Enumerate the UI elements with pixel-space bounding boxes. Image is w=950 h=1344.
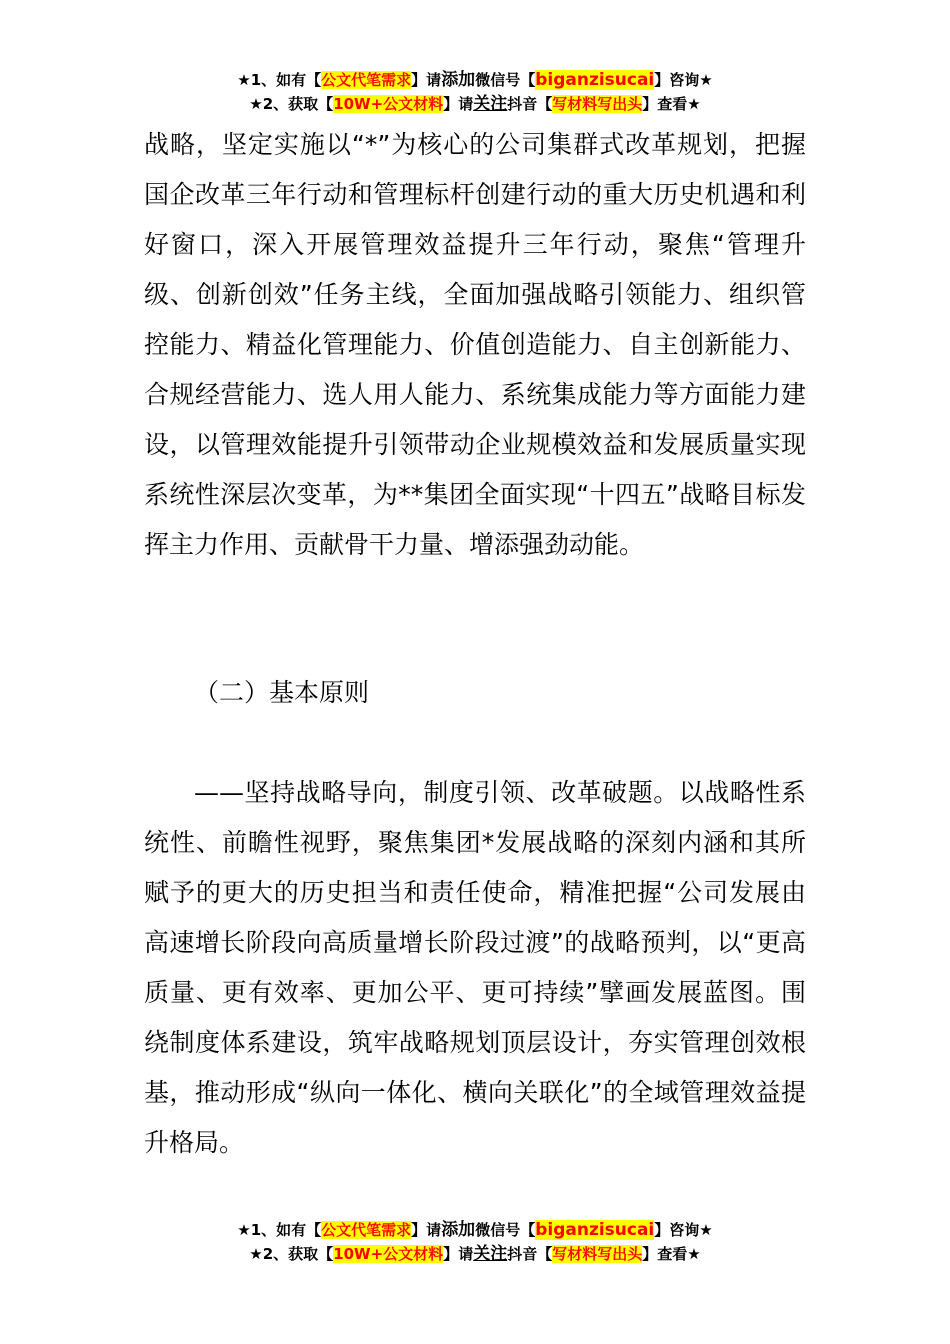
banner-text: 】请	[443, 95, 474, 113]
highlight-service: 公文代笔需求	[321, 71, 412, 89]
section-heading: （二）基本原则	[194, 678, 370, 707]
banner-text: 】查看★	[642, 1245, 701, 1263]
banner-text: 微信号【	[475, 1221, 536, 1239]
highlight-materials: 10W+公文材料	[333, 95, 444, 113]
highlight-wechat-id: biganzisucai	[535, 70, 655, 90]
banner-text: 抖音【	[507, 95, 553, 113]
banner-emphasis: 添加	[441, 70, 476, 90]
footer-banner	[0, 1218, 950, 1266]
banner-text: ★2、获取【	[249, 95, 334, 113]
banner-emphasis: 关注	[473, 1244, 508, 1264]
banner-text: 】咨询★	[654, 71, 713, 89]
body-paragraph-1: 战略，坚定实施以“*”为核心的公司集群式改革规划，把握国企改革三年行动和管理标杆创建行动的重大历史机遇和利好窗口，深入开展管理效益提升三年行动，聚焦“管理升级、创新创效”任务主线，全面加强战略引领能力、组织管控能力、精益化管理能力、价值创造能力、自主创新能力、合规经营能力、选人用人能力、系统集成能力等方面能力建设，以管理效能提升引领带动企业规模效益和发展质量实现系统性深层次变革，为**集团全面实现“十四五”战略目标发挥主力作用、贡献骨干力量、增添强劲动能。	[144, 130, 806, 559]
banner-text: 抖音【	[507, 1245, 553, 1263]
banner-line-1	[0, 1218, 950, 1242]
banner-text: ★1、如有【	[237, 1221, 322, 1239]
banner-text: 】咨询★	[654, 1221, 713, 1239]
banner-emphasis: 添加	[441, 1220, 476, 1240]
banner-text: 】请	[411, 1221, 442, 1239]
banner-emphasis: 关注	[473, 94, 508, 114]
body-paragraph-2: ——坚持战略导向，制度引领、改革破题。以战略性系统性、前瞻性视野，聚焦集团*发展战略的深刻内涵和其所赋予的更大的历史担当和责任使命，精准把握“公司发展由高速增长阶段向高质量增长阶段过渡”的战略预判，以“更高质量、更有效率、更加公平、更可持续”擘画发展蓝图。围绕制度体系建设，筑牢战略规划顶层设计，夯实管理创效根基，推动形成“纵向一体化、横向关联化”的全域管理效益提升格局。	[144, 778, 806, 1157]
banner-line-1	[0, 68, 950, 92]
banner-line-2	[0, 1242, 950, 1266]
banner-text: ★1、如有【	[237, 71, 322, 89]
highlight-service: 公文代笔需求	[321, 1221, 412, 1239]
banner-text: 】查看★	[642, 95, 701, 113]
highlight-douyin: 写材料写出头	[552, 95, 643, 113]
banner-text: 】请	[411, 71, 442, 89]
banner-text: ★2、获取【	[249, 1245, 334, 1263]
highlight-douyin: 写材料写出头	[552, 1245, 643, 1263]
banner-line-2	[0, 92, 950, 116]
banner-text: 】请	[443, 1245, 474, 1263]
banner-text: 微信号【	[475, 71, 536, 89]
highlight-wechat-id: biganzisucai	[535, 1220, 655, 1240]
highlight-materials: 10W+公文材料	[333, 1245, 444, 1263]
header-banner	[0, 68, 950, 116]
